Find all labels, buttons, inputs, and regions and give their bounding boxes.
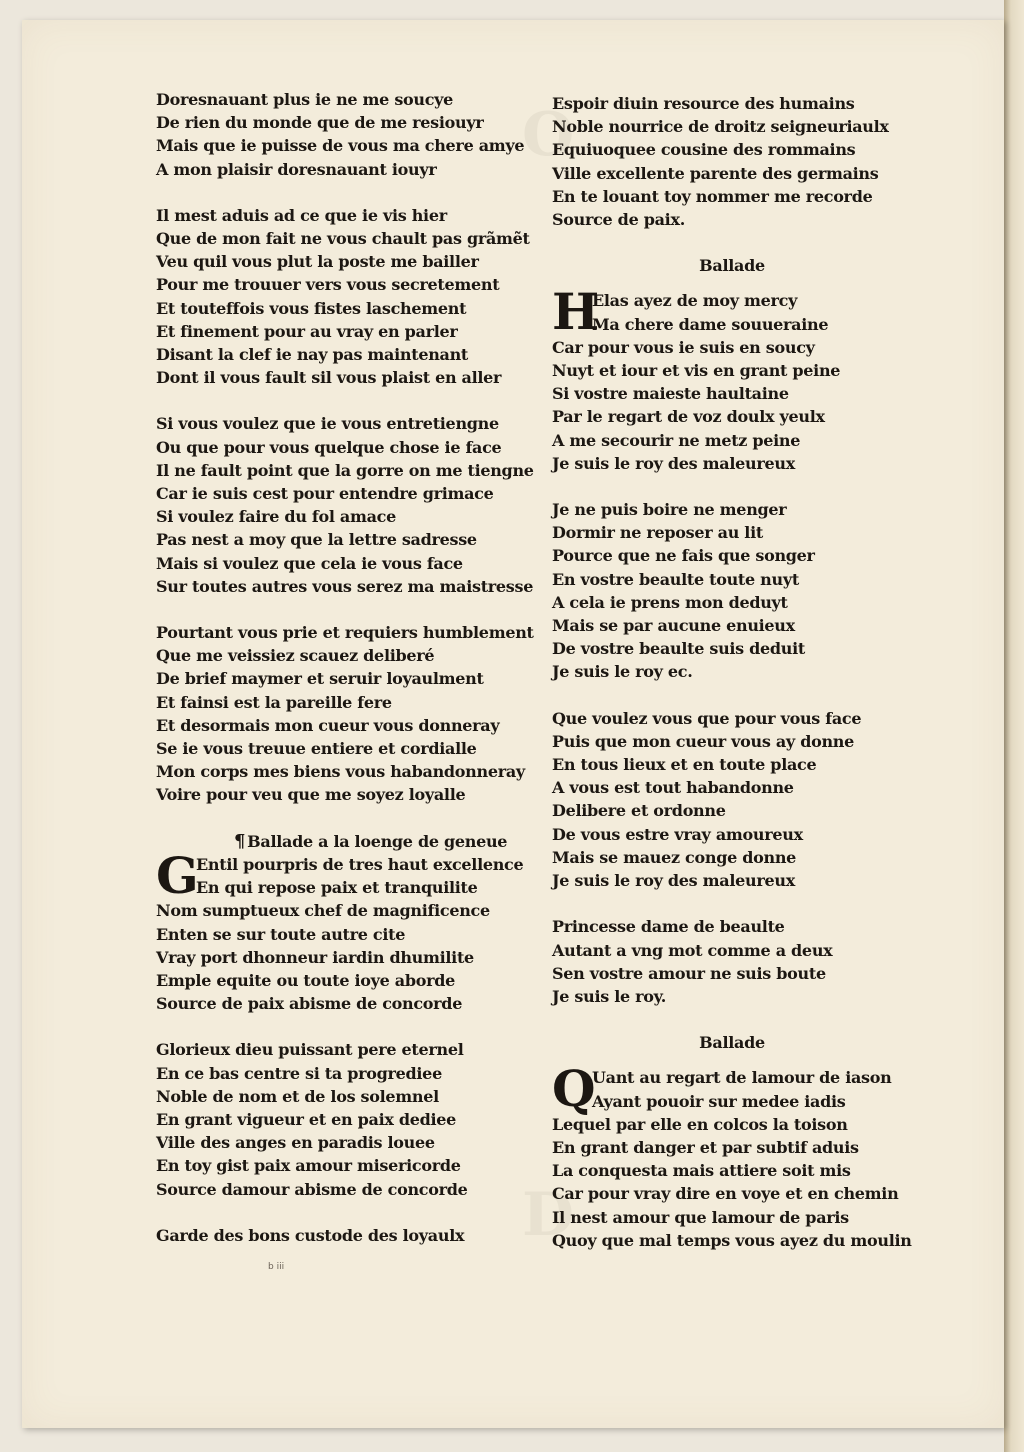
right-opening-lines (552, 92, 912, 231)
verse-line: Source damour abisme de concorde (156, 1179, 468, 1199)
show-through-mark: O (522, 100, 575, 170)
drop-capital: Q (552, 1059, 596, 1119)
verse-line: Espoir diuin resource des humains (552, 94, 855, 113)
verse-line: Entil pourpris de tres haut excellence (196, 854, 524, 874)
verse-line: Source de paix. (552, 210, 685, 230)
stanza (156, 88, 556, 181)
verse-line: Autant a vng mot comme a deux (552, 940, 833, 960)
right-column (552, 92, 912, 1252)
verse-line: Quoy que mal temps vous ayez du moulin (552, 1230, 912, 1250)
verse-line: Elas ayez de moy mercy (592, 291, 798, 311)
verse-line: En toy gist paix amour misericorde (156, 1156, 461, 1176)
verse-line: Il nest amour que lamour de paris (552, 1207, 849, 1227)
stanza (552, 282, 912, 475)
verse-line: Puis que mon cueur vous ay donne (552, 731, 855, 751)
paragraph-mark-icon: ¶ (234, 830, 246, 852)
verse-line: A cela ie prens mon deduyt (552, 592, 788, 612)
verse-line: Noble nourrice de droitz seigneuriaulx (552, 117, 889, 137)
verse-line: Pource que ne fais que songer (552, 546, 815, 566)
verse-line: En qui repose paix et tranquilite (196, 878, 478, 898)
drop-capital: G (156, 845, 199, 905)
signature-mark: b iii (268, 1262, 285, 1272)
verse-line: De rien du monde que de me resiouyr (156, 113, 484, 133)
verse-line: Pour me trouuer vers vous secretement (156, 275, 500, 295)
verse-line: Car pour vous ie suis en soucy (552, 337, 815, 357)
verse-line: Equiuoquee cousine des rommains (552, 140, 856, 160)
verse-line: Car ie suis cest pour entendre grimace (156, 484, 494, 504)
verse-line: Princesse dame de beaulte (552, 917, 785, 937)
verse-line: Que voulez vous que pour vous face (552, 708, 862, 728)
verse-line: Noble de nom et de los solemnel (156, 1086, 439, 1106)
verse-line: Pas nest a moy que la lettre sadresse (156, 530, 477, 550)
verse-line: Et fainsi est la pareille fere (156, 692, 392, 712)
verse-line: Je suis le roy des maleureux (552, 453, 795, 473)
verse-line: Si vostre maieste haultaine (552, 384, 789, 404)
verse-line: En grant vigueur et en paix dediee (156, 1109, 457, 1129)
verse-line: Ma chere dame souueraine (592, 314, 829, 334)
verse-line: Mais se mauez conge donne (552, 847, 797, 867)
ballade1-body (552, 282, 912, 1008)
ballade-geneue-stanzas (156, 845, 556, 1247)
verse-line: En vostre beaulte toute nuyt (552, 569, 799, 589)
verse-line: Je suis le roy des maleureux (552, 871, 795, 891)
stanza (156, 204, 556, 390)
verse-line: Ou que pour vous quelque chose ie face (156, 437, 502, 457)
verse-line: Nom sumptueux chef de magnificence (156, 901, 490, 921)
stanza (552, 707, 912, 893)
verse-line: Si voulez faire du fol amace (156, 507, 397, 527)
verse-line: Doresnauant plus ie ne me soucye (156, 90, 454, 109)
verse-line: Mon corps mes biens vous habandonneray (156, 762, 525, 782)
verse-line: Je suis le roy ec. (552, 662, 693, 682)
verse-line: Car pour vray dire en voye et en chemin (552, 1184, 899, 1204)
ballade-geneue-title: Ballade a la loenge de geneue (247, 831, 508, 851)
verse-line: A vous est tout habandonne (552, 778, 794, 798)
verse-line: De brief maymer et seruir loyaulment (156, 669, 484, 689)
verse-line: Glorieux dieu puissant pere eternel (156, 1040, 464, 1060)
verse-line: Ville excellente parente des germains (552, 163, 879, 183)
show-through-mark: D (522, 1180, 575, 1250)
verse-line: Voire pour veu que me soyez loyalle (156, 785, 466, 805)
verse-line: De vostre beaulte suis deduit (552, 639, 806, 659)
left-stanzas (156, 88, 556, 807)
verse-line: Par le regart de voz doulx yeulx (552, 407, 825, 427)
verse-line: Si vous voulez que ie vous entretiengne (156, 414, 499, 434)
verse-line: Enten se sur toute autre cite (156, 924, 406, 944)
verse-line: En tous lieux et en toute place (552, 755, 817, 775)
left-column (156, 88, 556, 1270)
verse-line: Et desormais mon cueur vous donneray (156, 715, 500, 735)
verse-line: Que me veissiez scauez deliberé (156, 646, 435, 666)
verse-line: Ayant pouoir sur medee iadis (592, 1091, 846, 1111)
stanza (552, 498, 912, 684)
verse-line: La conquesta mais attiere soit mis (552, 1161, 851, 1181)
ballade2-stanza (552, 1059, 912, 1252)
verse-line: Disant la clef ie nay pas maintenant (156, 345, 469, 365)
verse-line: Il mest aduis ad ce que ie vis hier (156, 205, 447, 225)
verse-line: De vous estre vray amoureux (552, 824, 803, 844)
verse-line: A me secourir ne metz peine (552, 430, 801, 450)
verse-line: Se ie vous treuue entiere et cordialle (156, 739, 477, 759)
drop-capital: H (552, 282, 600, 342)
verse-line: Pourtant vous prie et requiers humblement (156, 623, 534, 643)
verse-line: En grant danger et par subtif aduis (552, 1137, 859, 1157)
verse-line: Je suis le roy. (552, 986, 667, 1006)
verse-line: Mais que ie puisse de vous ma chere amye (156, 136, 525, 156)
verse-line: Dont il vous fault sil vous plaist en aller (156, 368, 502, 388)
ballade2-heading: Ballade (699, 1033, 765, 1053)
verse-line: Sur toutes autres vous serez ma maistresse (156, 576, 534, 596)
verse-line: Il ne fault point que la gorre on me tiengne (156, 460, 534, 480)
verse-line: Et touteffois vous fistes laschement (156, 298, 467, 318)
verse-line: Dormir ne reposer au lit (552, 523, 763, 543)
adjacent-page-edge (1004, 0, 1024, 1452)
verse-line: En ce bas centre si ta progrediee (156, 1063, 442, 1083)
ballade-geneue-body (156, 845, 556, 1247)
verse-line: Je ne puis boire ne menger (552, 500, 787, 520)
verse-line: Lequel par elle en colcos la toison (552, 1114, 848, 1134)
ballade-geneue-heading (156, 830, 556, 853)
verse-line: A mon plaisir doresnauant iouyr (156, 159, 437, 179)
stanza (156, 1038, 556, 1200)
verse-line: Veu quil vous plut la poste me bailler (156, 252, 479, 272)
verse-line: Ville des anges en paradis louee (156, 1133, 435, 1153)
stanza (156, 621, 556, 807)
stanza (156, 1224, 556, 1247)
verse-line: Delibere et ordonne (552, 801, 726, 821)
verse-line: Mais se par aucune enuieux (552, 616, 795, 636)
verse-line: Sen vostre amour ne suis boute (552, 963, 826, 983)
verse-line: Que de mon fait ne vous chault pas grãmẽt (156, 229, 530, 249)
ballade2-body (552, 1059, 912, 1252)
stanza (156, 412, 556, 598)
verse-line: Et finement pour au vray en parler (156, 321, 458, 341)
verse-line: En te louant toy nommer me recorde (552, 186, 873, 206)
verse-line: Nuyt et iour et vis en grant peine (552, 361, 841, 381)
verse-line: Mais si voulez que cela ie vous face (156, 553, 463, 573)
verse-line: Vray port dhonneur iardin dhumilite (156, 947, 474, 967)
verse-line: Uant au regart de lamour de iason (592, 1068, 892, 1088)
ballade1-heading: Ballade (699, 256, 765, 276)
verse-line: Garde des bons custode des loyaulx (156, 1225, 465, 1245)
verse-line: Emple equite ou toute ioye aborde (156, 970, 455, 990)
ballade1-stanzas (552, 282, 912, 1008)
stanza (156, 845, 556, 1015)
stanza (552, 915, 912, 1008)
verse-line: Source de paix abisme de concorde (156, 994, 463, 1014)
